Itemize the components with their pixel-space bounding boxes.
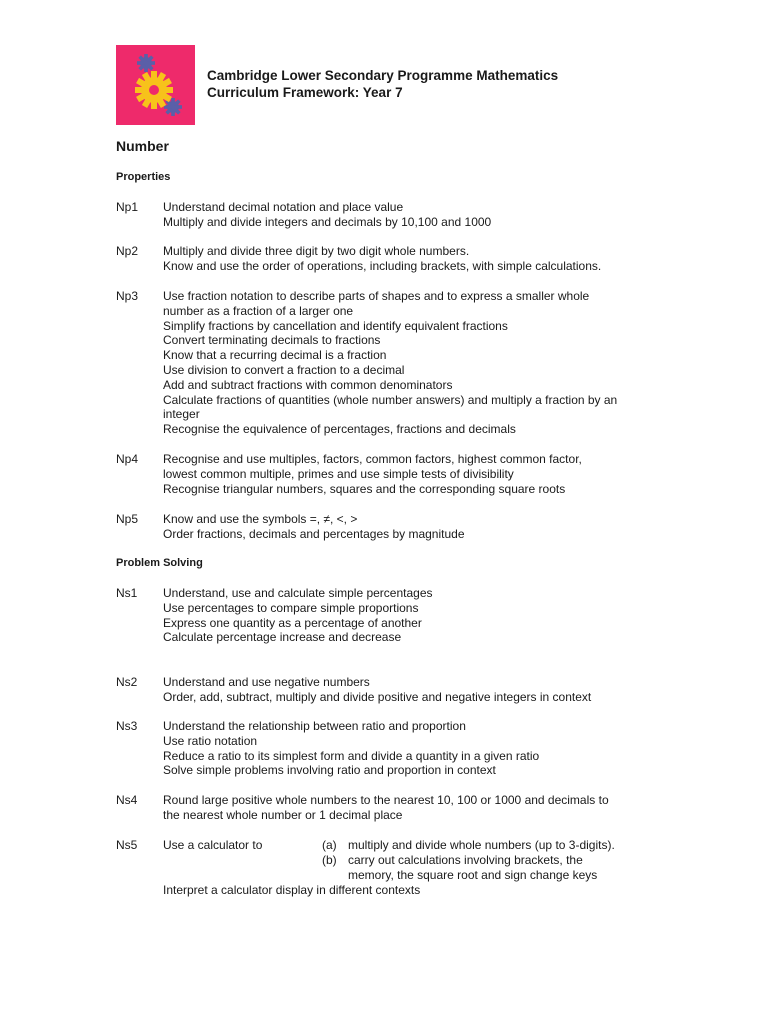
objective-line: Know and use the symbols =, ≠, <, > [163,512,358,526]
objective-line: Know and use the order of operations, including brackets, with simple calculations. [163,258,602,273]
objective-line: Understand, use and calculate simple percentages [163,586,433,600]
objective-line: Understand the relationship between ratio and proportion [163,719,466,733]
title-line-1: Cambridge Lower Secondary Programme Mathematics [207,68,559,83]
option-label: (a) [322,838,337,852]
objective-line: Use division to convert a fraction to a decimal [163,362,405,377]
objective-line: Simplify fractions by cancellation and identify equivalent fractions [163,318,508,333]
objective-line: the nearest whole number or 1 decimal place [163,807,403,822]
objective-line: Recognise the equivalence of percentages, fractions and decimals [163,422,516,437]
objective-line: Add and subtract fractions with common denominators [163,377,453,392]
objective-line: Express one quantity as a percentage of another [163,615,422,630]
objective-code: Ns1 [116,586,138,600]
objective-code: Ns3 [116,719,138,733]
objective-line: Recognise triangular numbers, squares and the corresponding square roots [163,481,566,496]
objective-line: Use percentages to compare simple proportions [163,600,419,615]
objective-line: integer [163,407,200,422]
objective-code: Ns4 [116,793,138,807]
objective-line: Calculate fractions of quantities (whole number answers) and multiply a fraction by an [163,392,618,407]
objective-line: Solve simple problems involving ratio and proportion in context [163,763,496,778]
subheading-problem-solving: Problem Solving [116,557,203,569]
document-title [207,67,558,101]
objective-code: Ns2 [116,675,138,689]
objective-code: Np2 [116,244,139,258]
option-text: memory, the square root and sign change keys [348,868,598,882]
objective-line: Round large positive whole numbers to the nearest 10, 100 or 1000 and decimals to [163,793,609,807]
objective-line: Order fractions, decimals and percentages by magnitude [163,526,465,541]
objective-line: Know that a recurring decimal is a fraction [163,348,387,363]
objective-line: number as a fraction of a larger one [163,303,354,318]
option-label: (b) [322,853,337,867]
objective-line: Calculate percentage increase and decrease [163,630,402,645]
objective-code: Ns5 [116,838,138,852]
objective-line: Use fraction notation to describe parts of shapes and to express a smaller whole [163,289,590,303]
objective-line: lowest common multiple, primes and use simple tests of divisibility [163,466,514,481]
gears-icon [116,45,195,125]
title-line-2: Curriculum Framework: Year 7 [207,85,403,100]
objective-line: Understand and use negative numbers [163,675,370,689]
objective-line: Convert terminating decimals to fractions [163,333,381,348]
objective-line: Reduce a ratio to its simplest form and divide a quantity in a given ratio [163,748,540,763]
objective-code: Np1 [116,200,139,214]
objective-code: Np4 [116,452,139,466]
option-text: multiply and divide whole numbers (up to 3-digits). [348,838,615,852]
subheading-properties: Properties [116,171,171,183]
objective-line: Understand decimal notation and place value [163,200,404,214]
objective-line: Use a calculator to [163,838,263,852]
objective-code: Np3 [116,289,139,303]
cambridge-logo [116,45,195,125]
section-title: Number [116,138,169,154]
objective-line: Multiply and divide integers and decimals by 10,100 and 1000 [163,214,492,229]
objective-code: Np5 [116,512,139,526]
objective-line: Order, add, subtract, multiply and divide positive and negative integers in context [163,689,592,704]
objective-line: Recognise and use multiples, factors, common factors, highest common factor, [163,452,582,466]
objective-line: Use ratio notation [163,733,258,748]
objective-line: Multiply and divide three digit by two digit whole numbers. [163,244,470,258]
objective-line: Interpret a calculator display in different contexts [163,883,421,897]
option-text: carry out calculations involving brackets, the [348,853,583,867]
